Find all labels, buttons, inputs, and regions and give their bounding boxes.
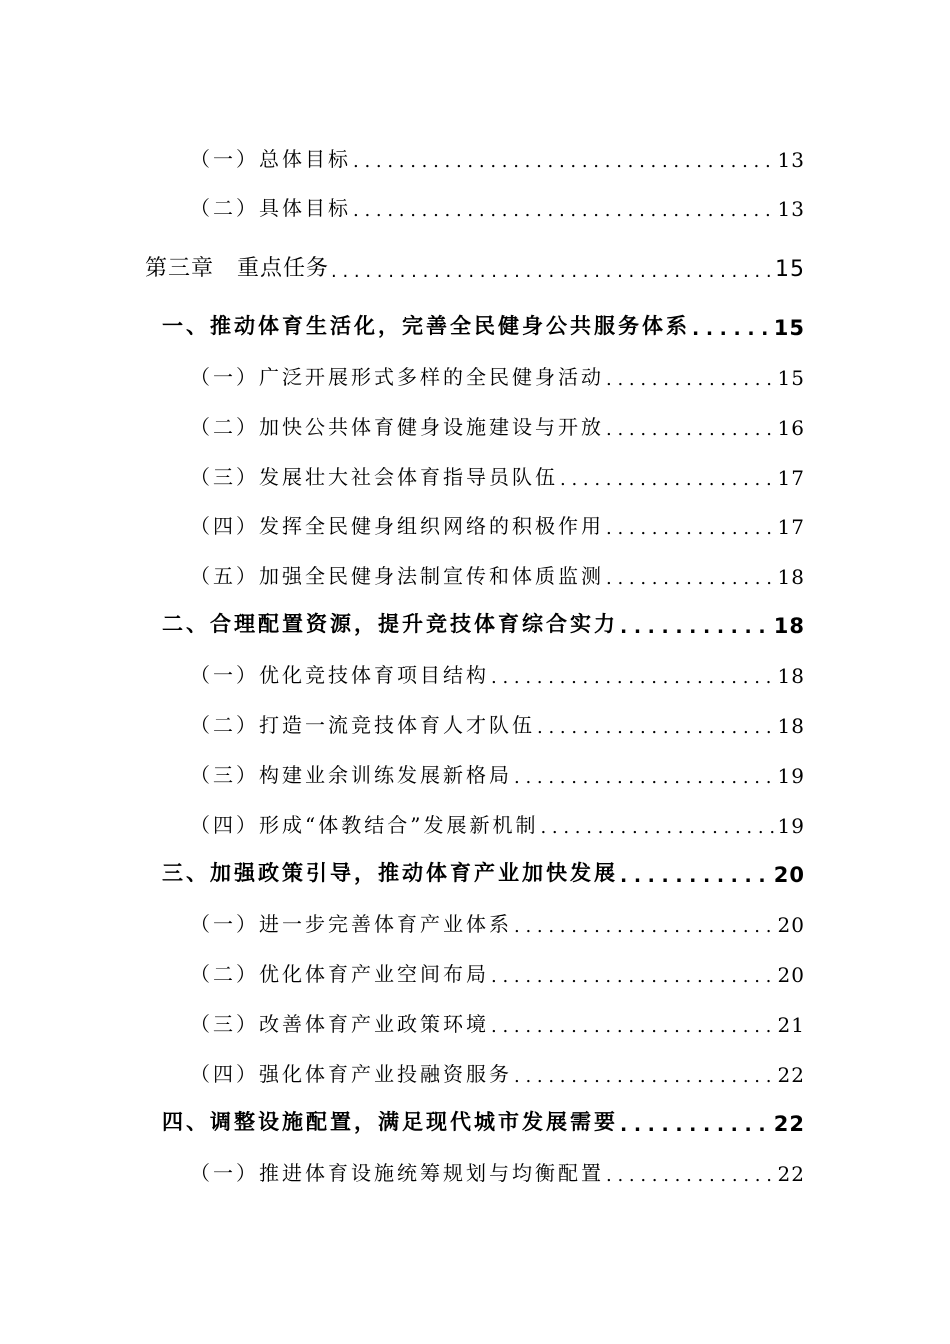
toc-entry[interactable]: [190, 400, 805, 440]
toc-page-number: 19: [777, 764, 805, 788]
toc-leader-dots: [353, 151, 776, 172]
toc-leader-dots: [537, 717, 776, 738]
toc-page-number: 20: [777, 913, 805, 937]
toc-entry[interactable]: [190, 181, 805, 221]
toc-entry-label: （二）加快公共体育健身设施建设与开放: [190, 415, 604, 439]
toc-page-number: 16: [777, 416, 805, 440]
toc-leader-dots: [540, 817, 775, 838]
toc-leader-dots: [491, 1016, 776, 1037]
toc-leader-dots: [514, 916, 776, 937]
toc-section-label: 四、调整设施配置，满足现代城市发展需要: [162, 1110, 618, 1134]
toc-entry-label: （一）进一步完善体育产业体系: [190, 912, 512, 936]
toc-entry[interactable]: [190, 897, 805, 937]
toc-page-number: 17: [777, 515, 805, 539]
toc-entry[interactable]: [190, 997, 805, 1037]
toc-page-number: 15: [777, 366, 805, 390]
toc-leader-dots: [514, 767, 776, 788]
toc-page-number: 18: [777, 714, 805, 738]
toc-page-number: 20: [773, 863, 805, 887]
toc-page-number: 22: [773, 1112, 805, 1136]
toc-page-number: 22: [777, 1063, 805, 1087]
toc-entry-label: （一）优化竞技体育项目结构: [190, 663, 489, 687]
toc-leader-dots: [620, 865, 772, 887]
toc-entry-label: （四）发挥全民健身组织网络的积极作用: [190, 514, 604, 538]
toc-entry-label: （五）加强全民健身法制宣传和体质监测: [190, 564, 604, 588]
toc-page-number: 15: [773, 316, 805, 340]
toc-entry[interactable]: [190, 499, 805, 539]
toc-section-label: 一、推动体育生活化，完善全民健身公共服务体系: [162, 314, 690, 338]
toc-chapter-label: 第三章 重点任务: [145, 256, 330, 281]
toc-leader-dots: [491, 667, 776, 688]
toc-leader-dots: [331, 261, 773, 282]
toc-leader-dots: [353, 200, 776, 221]
toc-entry[interactable]: [190, 1047, 805, 1087]
toc-entry[interactable]: [190, 549, 805, 589]
toc-entry-label: （三）改善体育产业政策环境: [190, 1012, 489, 1036]
toc-entry-label: （四）形成“体教结合”发展新机制: [190, 813, 539, 837]
toc-section-entry[interactable]: [162, 1096, 805, 1136]
toc-entry[interactable]: [190, 698, 805, 738]
toc-section-entry[interactable]: [162, 847, 805, 887]
toc-entry-label: （三）构建业余训练发展新格局: [190, 763, 512, 787]
toc-chapter-entry[interactable]: [145, 242, 805, 282]
toc-entry[interactable]: [190, 132, 805, 172]
toc-page-number: 15: [775, 257, 805, 282]
toc-entry-label: （四）强化体育产业投融资服务: [190, 1062, 512, 1086]
toc-page-number: 13: [777, 148, 805, 172]
toc-leader-dots: [620, 1114, 772, 1136]
toc-entry[interactable]: [190, 947, 805, 987]
toc-leader-dots: [606, 419, 776, 440]
toc-entry-label: （一）广泛开展形式多样的全民健身活动: [190, 365, 604, 389]
toc-section-label: 三、加强政策引导，推动体育产业加快发展: [162, 861, 618, 885]
toc-page-number: 20: [777, 963, 805, 987]
toc-leader-dots: [692, 318, 772, 340]
toc-leader-dots: [620, 616, 772, 638]
toc-section-label: 二、合理配置资源，提升竞技体育综合实力: [162, 612, 618, 636]
toc-page-number: 19: [777, 814, 805, 838]
toc-leader-dots: [606, 518, 776, 539]
toc-page-number: 18: [773, 614, 805, 638]
toc-entry-label: （二）具体目标: [190, 196, 351, 220]
toc-page-number: 13: [777, 197, 805, 221]
toc-page-number: 18: [777, 565, 805, 589]
toc-entry[interactable]: [190, 450, 805, 490]
toc-entry-label: （一）推进体育设施统筹规划与均衡配置: [190, 1161, 604, 1185]
toc-page-number: 22: [777, 1162, 805, 1186]
toc-section-entry[interactable]: [162, 598, 805, 638]
toc-page-number: 18: [777, 664, 805, 688]
toc-entry-label: （二）优化体育产业空间布局: [190, 962, 489, 986]
toc-entry-label: （二）打造一流竞技体育人才队伍: [190, 713, 535, 737]
toc-entry[interactable]: [190, 648, 805, 688]
toc-entry[interactable]: [190, 798, 805, 838]
toc-leader-dots: [491, 966, 776, 987]
toc-section-entry[interactable]: [162, 300, 805, 340]
toc-leader-dots: [606, 568, 776, 589]
toc-entry-label: （一）总体目标: [190, 147, 351, 171]
toc-leader-dots: [560, 469, 776, 490]
toc-entry-label: （三）发展壮大社会体育指导员队伍: [190, 465, 558, 489]
toc-entry[interactable]: [190, 748, 805, 788]
toc-entry[interactable]: [190, 1146, 805, 1186]
toc-leader-dots: [606, 369, 776, 390]
toc-entry[interactable]: [190, 350, 805, 390]
toc-page-number: 17: [777, 466, 805, 490]
toc-leader-dots: [606, 1165, 776, 1186]
toc-leader-dots: [514, 1066, 776, 1087]
toc-page-number: 21: [777, 1013, 805, 1037]
